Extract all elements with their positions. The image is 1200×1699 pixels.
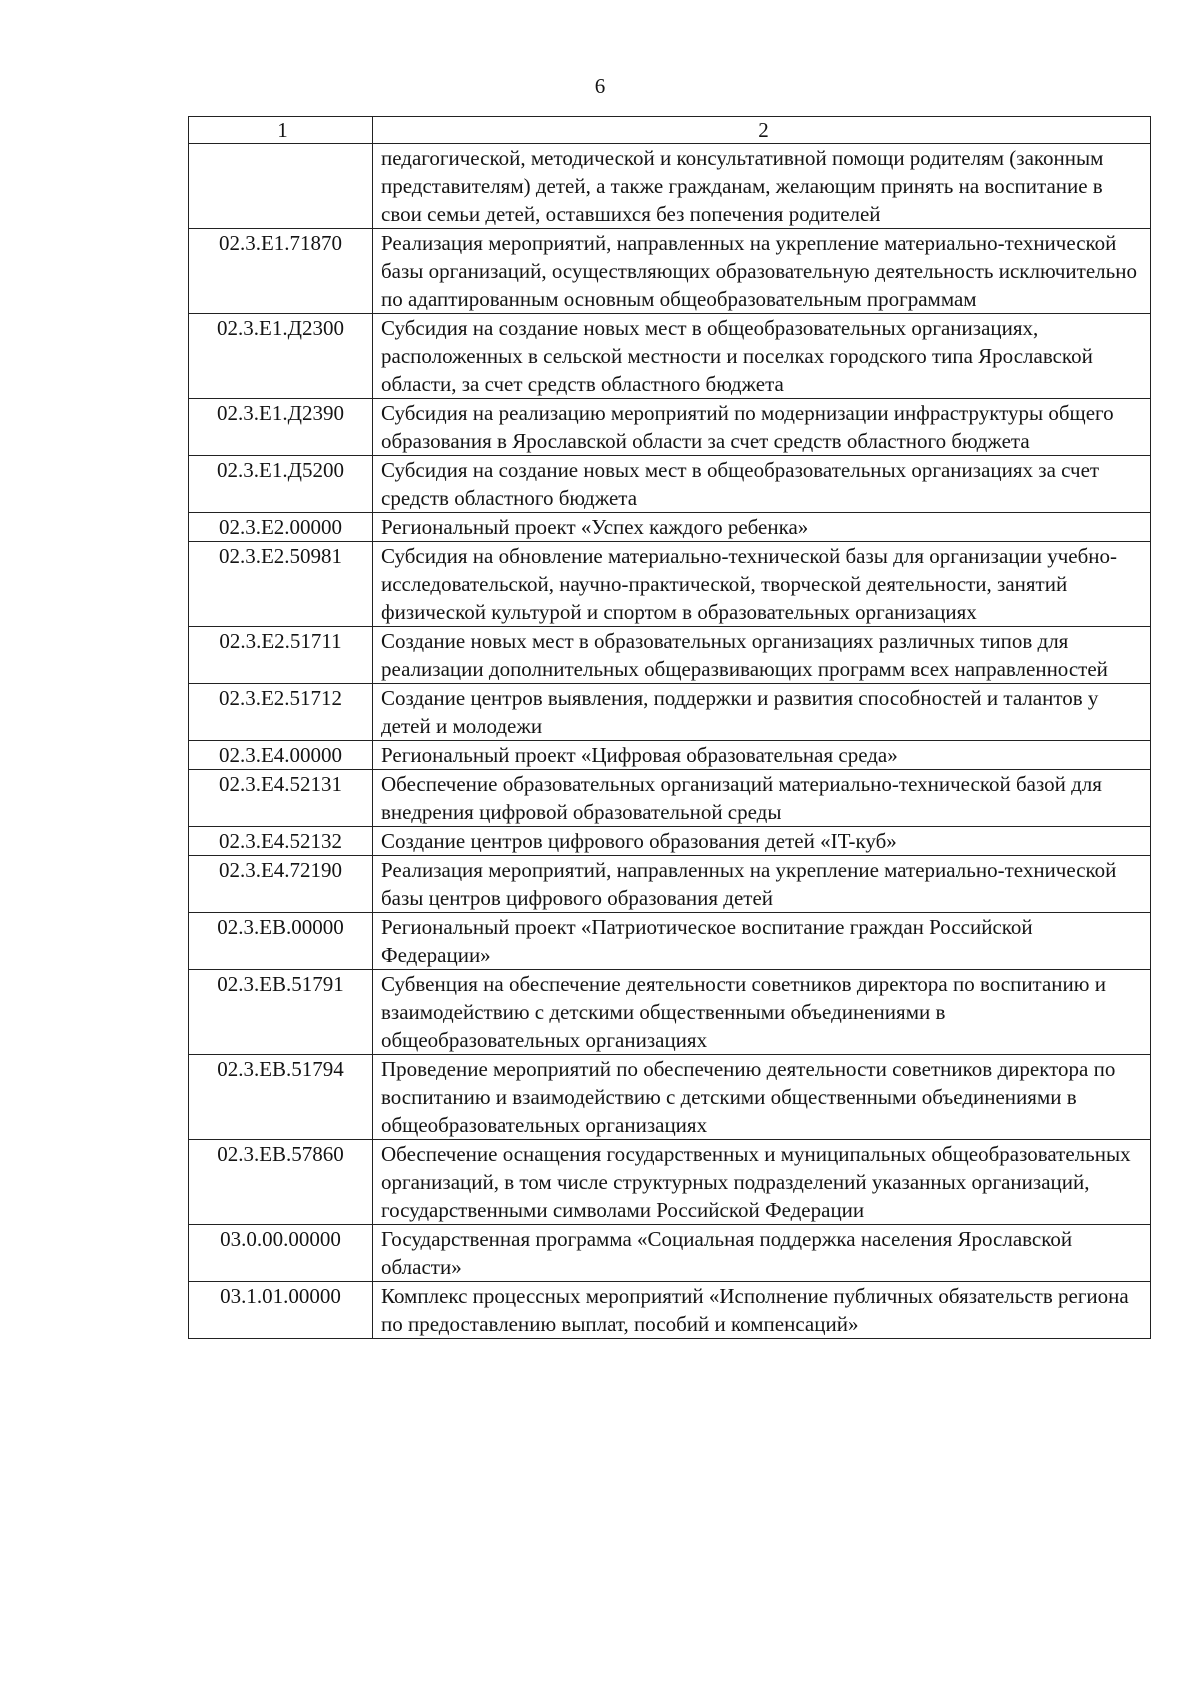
row-code: 02.3.ЕВ.57860 [189, 1140, 373, 1225]
row-code: 03.0.00.00000 [189, 1225, 373, 1282]
row-code: 02.3.Е4.52131 [189, 770, 373, 827]
row-code: 02.3.Е2.51712 [189, 684, 373, 741]
table-row [189, 970, 1151, 1055]
row-code: 02.3.Е4.52132 [189, 827, 373, 856]
table-row [189, 456, 1151, 513]
row-code: 02.3.Е1.Д2300 [189, 314, 373, 399]
table-row [189, 627, 1151, 684]
row-code: 02.3.Е1.Д5200 [189, 456, 373, 513]
table-row [189, 314, 1151, 399]
row-code: 02.3.Е2.00000 [189, 513, 373, 542]
row-code: 03.1.01.00000 [189, 1282, 373, 1339]
table-row [189, 770, 1151, 827]
row-code: 02.3.Е2.51711 [189, 627, 373, 684]
row-code: 02.3.Е4.00000 [189, 741, 373, 770]
row-code: 02.3.Е1.Д2390 [189, 399, 373, 456]
row-code [189, 144, 373, 229]
column-header-name: 2 [373, 117, 1151, 144]
row-name: Реализация мероприятий, направленных на укрепление материально-технической базы центров цифрового образования детей [373, 856, 1151, 913]
table-row [189, 741, 1151, 770]
row-code: 02.3.Е4.72190 [189, 856, 373, 913]
row-name: Региональный проект «Успех каждого ребенка» [373, 513, 1151, 542]
row-name: Обеспечение оснащения государственных и муниципальных общеобразовательных организаций, в том числе структурных подразделений указанных организаций, государственными символами Российской Федерации [373, 1140, 1151, 1225]
row-name: Проведение мероприятий по обеспечению деятельности советников директора по воспитанию и взаимодействию с детскими общественными объединениями в общеобразовательных организациях [373, 1055, 1151, 1140]
row-name: Реализация мероприятий, направленных на укрепление материально-технической базы организаций, осуществляющих образовательную деятельность исключительно по адаптированным основным общеобразовательным программам [373, 229, 1151, 314]
table-row [189, 399, 1151, 456]
row-name: Субсидия на создание новых мест в общеобразовательных организациях, расположенных в сельской местности и поселках городского типа Ярославской области, за счет средств областного бюджета [373, 314, 1151, 399]
row-name: Обеспечение образовательных организаций материально-технической базой для внедрения цифровой образовательной среды [373, 770, 1151, 827]
table-row [189, 856, 1151, 913]
table-row [189, 913, 1151, 970]
row-code: 02.3.ЕВ.51794 [189, 1055, 373, 1140]
row-name: Создание новых мест в образовательных организациях различных типов для реализации дополнительных общеразвивающих программ всех направленностей [373, 627, 1151, 684]
table-row [189, 1225, 1151, 1282]
table-row [189, 1282, 1151, 1339]
table-header-row [189, 117, 1151, 144]
table-row [189, 229, 1151, 314]
row-name: Создание центров выявления, поддержки и развития способностей и талантов у детей и молодежи [373, 684, 1151, 741]
row-code: 02.3.Е1.71870 [189, 229, 373, 314]
table-row [189, 513, 1151, 542]
row-name: педагогической, методической и консультативной помощи родителям (законным представителям) детей, а также гражданам, желающим принять на воспитание в свои семьи детей, оставшихся без попечения родителей [373, 144, 1151, 229]
row-name: Региональный проект «Патриотическое воспитание граждан Российской Федерации» [373, 913, 1151, 970]
row-name: Субвенция на обеспечение деятельности советников директора по воспитанию и взаимодействию с детскими общественными объединениями в общеобразовательных организациях [373, 970, 1151, 1055]
budget-classification-table [188, 116, 1151, 1339]
table-row [189, 144, 1151, 229]
table-row [189, 542, 1151, 627]
table-row [189, 1055, 1151, 1140]
table-row [189, 1140, 1151, 1225]
row-code: 02.3.ЕВ.00000 [189, 913, 373, 970]
column-header-code: 1 [189, 117, 373, 144]
row-name: Субсидия на обновление материально-технической базы для организации учебно-исследовательской, научно-практической, творческой деятельности, занятий физической культурой и спортом в образовательных организациях [373, 542, 1151, 627]
row-name: Создание центров цифрового образования детей «IT-куб» [373, 827, 1151, 856]
row-name: Субсидия на реализацию мероприятий по модернизации инфраструктуры общего образования в Ярославской области за счет средств областного бюджета [373, 399, 1151, 456]
page-number: 6 [594, 74, 606, 98]
row-code: 02.3.Е2.50981 [189, 542, 373, 627]
row-name: Субсидия на создание новых мест в общеобразовательных организациях за счет средств областного бюджета [373, 456, 1151, 513]
table-row [189, 684, 1151, 741]
table-row [189, 827, 1151, 856]
row-name: Комплекс процессных мероприятий «Исполнение публичных обязательств региона по предоставлению выплат, пособий и компенсаций» [373, 1282, 1151, 1339]
row-name: Региональный проект «Цифровая образовательная среда» [373, 741, 1151, 770]
row-name: Государственная программа «Социальная поддержка населения Ярославской области» [373, 1225, 1151, 1282]
row-code: 02.3.ЕВ.51791 [189, 970, 373, 1055]
